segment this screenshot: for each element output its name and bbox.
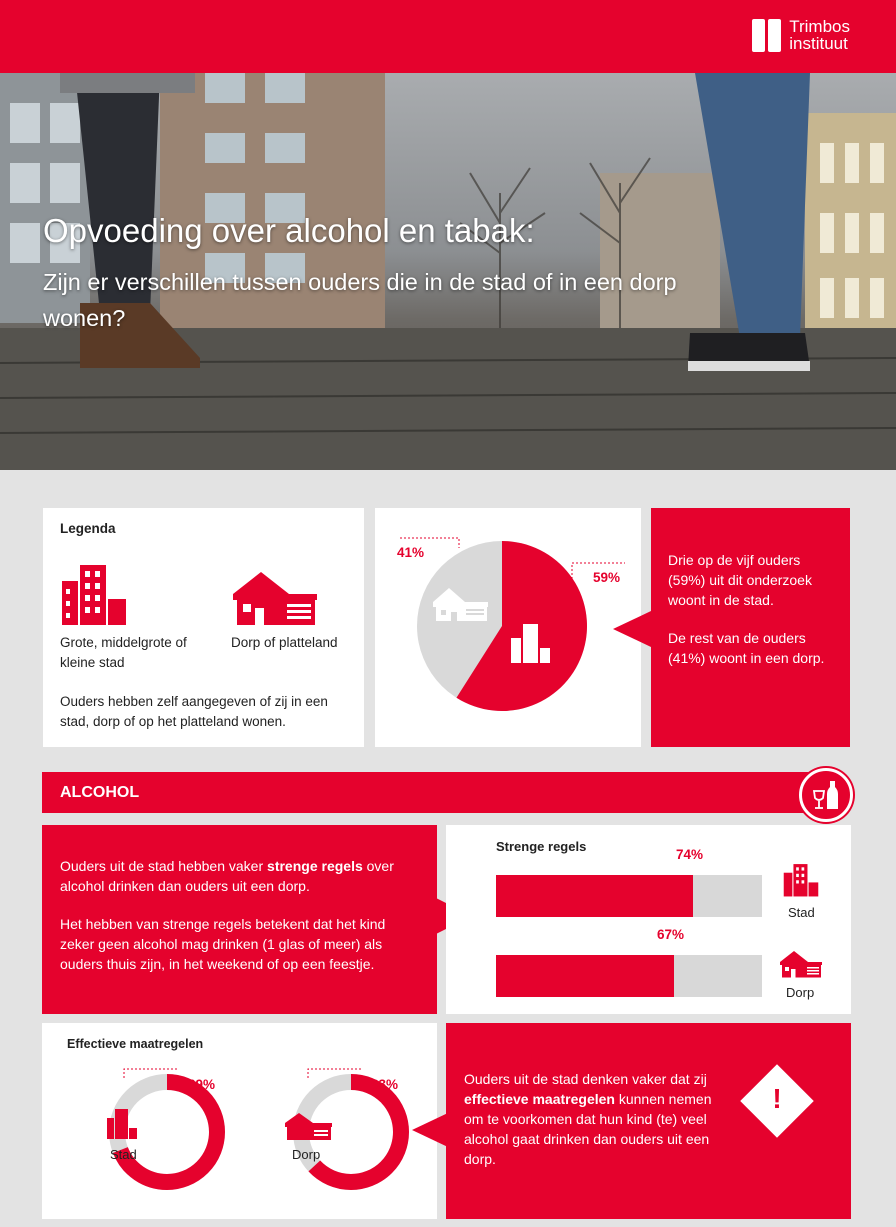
strict-city-bar bbox=[496, 875, 693, 917]
legend-village-label: Dorp of platteland bbox=[231, 635, 338, 650]
logo-mark-icon bbox=[752, 19, 781, 52]
strict-rules-text2: Het hebben van strenge regels betekent dat het kind zeker geen alcohol mag drinken (1 glas of meer) als ouders thuis zijn, in het weekend of op een feestje. bbox=[60, 916, 386, 972]
distribution-chart-panel bbox=[375, 508, 641, 747]
logo-text bbox=[789, 18, 850, 52]
city-pct-label: 59% bbox=[593, 570, 621, 585]
measures-donut-charts bbox=[42, 1023, 437, 1219]
strict-rules-chart-panel bbox=[446, 825, 851, 1014]
strict-village-pct: 67% bbox=[657, 927, 685, 942]
strict-city-pct: 74% bbox=[676, 847, 704, 862]
house-icon bbox=[779, 950, 823, 978]
legend-panel bbox=[43, 508, 364, 747]
legend-note: Ouders hebben zelf aangegeven of zij in een stad, dorp of op het platteland wonen. bbox=[60, 694, 328, 729]
measures-city-pct: 69% bbox=[188, 1077, 216, 1092]
warning-mark: ! bbox=[772, 1083, 782, 1114]
alcohol-icon bbox=[799, 768, 853, 822]
measures-title: Effectieve maatregelen bbox=[67, 1037, 204, 1051]
measures-text-bold: effectieve maatregelen bbox=[464, 1091, 615, 1107]
strict-village-label: Dorp bbox=[786, 985, 815, 1000]
distribution-text2: De rest van de ouders (41%) woont in een dorp. bbox=[668, 630, 825, 666]
measures-chart-panel bbox=[42, 1023, 437, 1219]
measures-text-pre: Ouders uit de stad denken vaker dat zij bbox=[464, 1071, 707, 1087]
alcohol-section-header: ALCOHOL bbox=[42, 772, 822, 813]
strict-village-bar bbox=[496, 955, 674, 997]
strict-city-bar-track bbox=[496, 875, 762, 917]
logo-line1: Trimbos bbox=[789, 17, 850, 36]
legend-city-label: Grote, middelgrote of kleine stad bbox=[60, 635, 187, 670]
page-title: Opvoeding over alcohol en tabak: bbox=[43, 212, 535, 249]
distribution-info-panel bbox=[651, 508, 850, 747]
strict-rules-title: Strenge regels bbox=[496, 839, 587, 854]
strict-rules-text-panel bbox=[42, 825, 437, 1014]
strict-rules-text-bold: strenge regels bbox=[267, 858, 363, 874]
strict-rules-text-pre: Ouders uit de stad hebben vaker bbox=[60, 858, 268, 874]
trimbos-logo[interactable] bbox=[752, 18, 850, 52]
village-pct-label: 41% bbox=[397, 545, 425, 560]
city-icon bbox=[782, 863, 820, 897]
measures-text-post: kunnen nemen om te voorkomen dat hun kind (te) veel alcohol gaat drinken dan ouders uit een dorp. bbox=[464, 1091, 712, 1167]
measures-city-label: Stad bbox=[110, 1147, 137, 1162]
strict-city-label: Stad bbox=[788, 905, 815, 920]
measures-village-pct: 63% bbox=[371, 1077, 399, 1092]
house-icon bbox=[231, 570, 319, 626]
strict-rules-text-post: over alcohol drinken dan ouders uit een dorp. bbox=[60, 858, 394, 894]
distribution-pie-chart bbox=[375, 508, 641, 747]
strict-village-bar-track bbox=[496, 955, 762, 997]
distribution-text1: Drie op de vijf ouders (59%) uit dit onderzoek woont in de stad. bbox=[668, 552, 812, 608]
donut-city-icon bbox=[107, 1109, 137, 1139]
pointer-arrow bbox=[613, 611, 653, 651]
measures-village-label: Dorp bbox=[292, 1147, 321, 1162]
city-icon bbox=[60, 563, 128, 626]
page-subtitle: Zijn er verschillen tussen ouders die in de stad of in een dorp wonen? bbox=[43, 269, 677, 331]
legend-title: Legenda bbox=[60, 521, 116, 536]
logo-line2: instituut bbox=[789, 34, 848, 53]
